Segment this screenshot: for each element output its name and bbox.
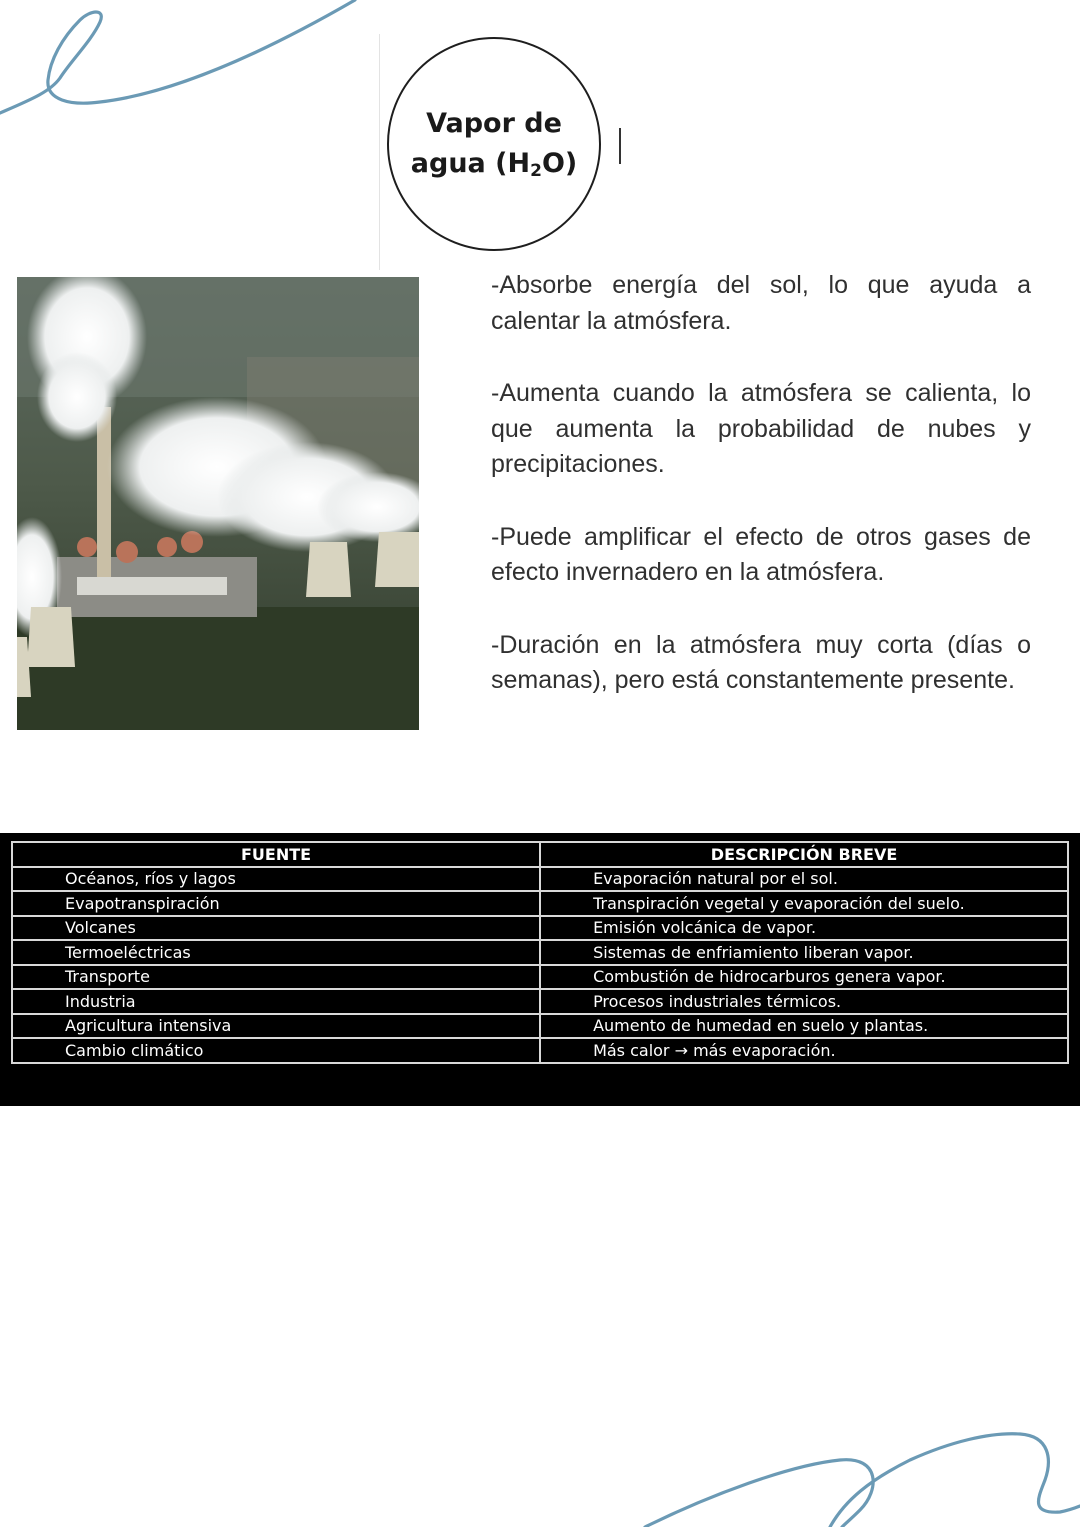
cell-description: Aumento de humedad en suelo y plantas. xyxy=(540,1014,1068,1039)
cell-source: Agricultura intensiva xyxy=(12,1014,540,1039)
table-row xyxy=(12,1014,1068,1039)
cell-description: Emisión volcánica de vapor. xyxy=(540,916,1068,941)
sources-table xyxy=(11,841,1069,1064)
cell-description: Transpiración vegetal y evaporación del suelo. xyxy=(540,891,1068,916)
cell-source: Transporte xyxy=(12,965,540,990)
cell-description: Sistemas de enfriamiento liberan vapor. xyxy=(540,940,1068,965)
cell-description: Combustión de hidrocarburos genera vapor. xyxy=(540,965,1068,990)
table-row xyxy=(12,940,1068,965)
text-cursor-mark xyxy=(619,128,621,164)
cell-description: Procesos industriales térmicos. xyxy=(540,989,1068,1014)
bullet-list xyxy=(491,268,1031,736)
cell-source: Industria xyxy=(12,989,540,1014)
title-line-2: agua $(H_2O)$ xyxy=(410,148,578,181)
bullet-item: -Duración en la atmósfera muy corta (días o semanas), pero está constantemente presente. xyxy=(491,630,1031,694)
cell-description: Más calor → más evaporación. xyxy=(540,1038,1068,1063)
table-row xyxy=(12,891,1068,916)
cell-description: Evaporación natural por el sol. xyxy=(540,867,1068,892)
table-row xyxy=(12,1038,1068,1063)
decorative-squiggle-top xyxy=(0,0,360,120)
divider-line xyxy=(379,34,380,270)
table-row xyxy=(12,965,1068,990)
decorative-squiggle-bottom xyxy=(620,1410,1080,1527)
title-line-1: Vapor de xyxy=(426,108,562,139)
cell-source: Volcanes xyxy=(12,916,540,941)
header-description: DESCRIPCIÓN BREVE xyxy=(540,842,1068,867)
table-header-row xyxy=(12,842,1068,867)
table-row xyxy=(12,989,1068,1014)
power-plant-photo xyxy=(17,277,419,730)
sources-table-container xyxy=(0,833,1080,1106)
bullet-item: -Puede amplificar el efecto de otros gases de efecto invernadero en la atmósfera. xyxy=(491,522,1031,586)
bullet-item: -Absorbe energía del sol, lo que ayuda a calentar la atmósfera. xyxy=(491,271,1031,335)
cell-source: Termoeléctricas xyxy=(12,940,540,965)
cell-source: Evapotranspiración xyxy=(12,891,540,916)
cell-source: Cambio climático xyxy=(12,1038,540,1063)
header-source: FUENTE xyxy=(12,842,540,867)
cell-source: Océanos, ríos y lagos xyxy=(12,867,540,892)
title-circle xyxy=(387,37,601,251)
bullet-item: -Aumenta cuando la atmósfera se calienta, lo que aumenta la probabilidad de nubes y precipitaciones. xyxy=(491,379,1031,478)
table-row xyxy=(12,916,1068,941)
table-row xyxy=(12,867,1068,892)
